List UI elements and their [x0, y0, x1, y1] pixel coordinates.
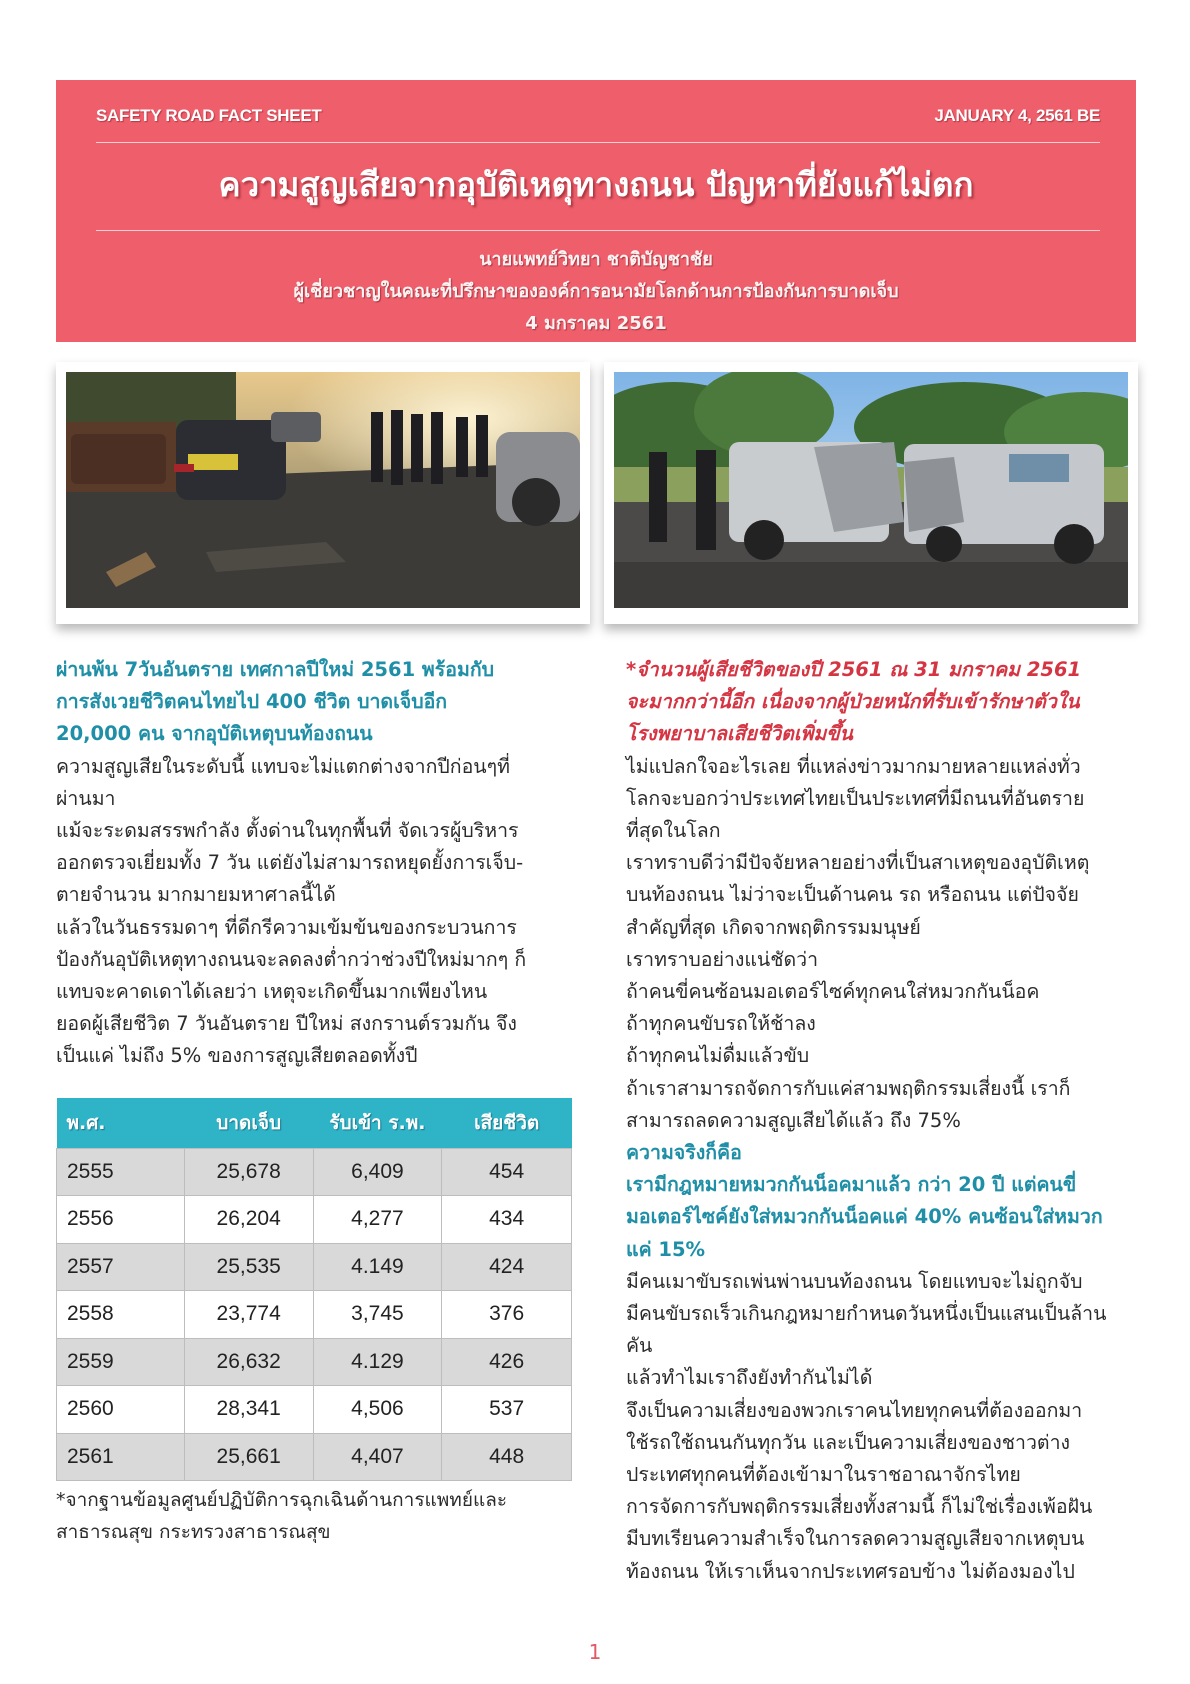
text-line: ยอดผู้เสียชีวิต 7 วันอันตราย ปีใหม่ สงกรานต์รวมกัน จึง [56, 1012, 517, 1036]
cell-year: 2560 [57, 1386, 185, 1434]
accident-photo-2 [604, 362, 1138, 624]
text-line: สำคัญที่สุด เกิดจากพฤติกรรมมนุษย์ [626, 915, 921, 939]
table-row [57, 1386, 572, 1434]
cell-admitted: 3,745 [313, 1291, 442, 1339]
text-line: บนท้องถนน ไม่ว่าจะเป็นด้านคน รถ หรือถนน แต่ปัจจัย [626, 883, 1079, 907]
right-column-lines [626, 654, 1146, 1588]
accident-photo-2-image [614, 372, 1128, 608]
accident-photo-1-image [66, 372, 580, 608]
cell-injured: 25,678 [184, 1148, 313, 1196]
text-line: เราทราบอย่างแน่ชัดว่า [626, 947, 819, 971]
header-deaths: เสียชีวิต [442, 1098, 572, 1148]
header-date-label: JANUARY 4, 2561 BE [934, 106, 1100, 125]
header-admitted: รับเข้า ร.พ. [313, 1098, 442, 1148]
footnote-line: สาธารณสุข กระทรวงสาธารณสุข [56, 1521, 331, 1543]
text-line: สามารถลดความสูญเสียได้แล้ว ถึง 75% [626, 1108, 961, 1132]
header-year: พ.ศ. [57, 1098, 185, 1148]
cell-admitted: 4.129 [313, 1338, 442, 1386]
fact-sheet-label: SAFETY ROAD FACT SHEET [96, 106, 322, 125]
text-line: โลกจะบอกว่าประเทศไทยเป็นประเทศที่มีถนนที่อันตราย [626, 786, 1085, 810]
cell-deaths: 376 [442, 1291, 572, 1339]
page-number: 1 [588, 1640, 602, 1664]
text-line: ไม่แปลกใจอะไรเลย ที่แหล่งข่าวมากมายหลายแหล่งทั่ว [626, 754, 1081, 778]
text-line: ท้องถนน ให้เราเห็นจากประเทศรอบข้าง ไม่ต้องมองไป [626, 1559, 1075, 1583]
table-row [57, 1148, 572, 1196]
cell-injured: 25,661 [184, 1433, 313, 1481]
cell-deaths: 434 [442, 1196, 572, 1244]
cell-admitted: 4.149 [313, 1243, 442, 1291]
text-line: แล้วในวันธรรมดาๆ ที่ดีกรีความเข้มข้นของกระบวนการ [56, 915, 517, 939]
text-line: ตายจำนวน มากมายมหาศาลนี้ได้ [56, 883, 336, 907]
left-column-lines [56, 654, 586, 1073]
cell-deaths: 426 [442, 1338, 572, 1386]
text-line: ที่สุดในโลก [626, 819, 721, 843]
table-header-row [57, 1098, 572, 1148]
page-title: ความสูญเสียจากอุบัติเหตุทางถนน ปัญหาที่ยังแก้ไม่ตก [218, 165, 974, 204]
cell-admitted: 4,277 [313, 1196, 442, 1244]
cell-injured: 23,774 [184, 1291, 313, 1339]
text-line: มีบทเรียนความสำเร็จในการลดความสูญเสียจากเหตุบน [626, 1527, 1085, 1551]
header-injured: บาดเจ็บ [184, 1098, 313, 1148]
table-row [57, 1433, 572, 1481]
text-line: มีคนขับรถเร็วเกินกฎหมายกำหนดวันหนึ่งเป็นแสนเป็นล้าน [626, 1302, 1107, 1326]
text-line: ประเทศทุกคนที่ต้องเข้ามาในราชอาณาจักรไทย [626, 1463, 1021, 1487]
text-line: แค่ 15% [626, 1237, 706, 1261]
text-line: ถ้าคนขี่คนซ้อนมอเตอร์ไซค์ทุกคนใส่หมวกกันน็อค [626, 980, 1040, 1004]
cell-admitted: 4,506 [313, 1386, 442, 1434]
author-position: ผู้เชี่ยวชาญในคณะที่ปรึกษาขององค์การอนามัยโลกด้านการป้องกันการบาดเจ็บ [293, 281, 899, 302]
text-line: แล้วทำไมเราถึงยังทำกันไม่ได้ [626, 1366, 873, 1390]
cell-injured: 28,341 [184, 1386, 313, 1434]
text-line: โรงพยาบาลเสียชีวิตเพิ่มขึ้น [626, 722, 853, 746]
footnote-line: *จากฐานข้อมูลศูนย์ปฏิบัติการฉุกเฉินด้านการแพทย์และ [56, 1489, 508, 1511]
cell-year: 2555 [57, 1148, 185, 1196]
text-line: ใช้รถใช้ถนนกันทุกวัน และเป็นความเสี่ยงของชาวต่าง [626, 1430, 1071, 1454]
text-line: จะมากกว่านี้อีก เนื่องจากผู้ป่วยหนักที่รับเข้ารักษาตัวใน [626, 690, 1080, 714]
text-line: แทบจะคาดเดาได้เลยว่า เหตุจะเกิดขึ้นมากเพียงไหน [56, 980, 488, 1004]
table-row [57, 1291, 572, 1339]
text-line: มอเตอร์ไซค์ยังใส่หมวกกันน็อคแค่ 40% คนซ้อนใส่หมวก [626, 1205, 1103, 1229]
text-line: *จำนวนผู้เสียชีวิตของปี 2561 ณ 31 มกราคม 2561 [626, 658, 1082, 681]
text-line: ถ้าเราสามารถจัดการกับแค่สามพฤติกรรมเสี่ยงนี้ เราก็ [626, 1076, 1071, 1100]
cell-year: 2559 [57, 1338, 185, 1386]
cell-year: 2557 [57, 1243, 185, 1291]
text-line: ออกตรวจเยี่ยมทั้ง 7 วัน แต่ยังไม่สามารถหยุดยั้งการเจ็บ- [56, 851, 524, 875]
text-line: เรามีกฎหมายหมวกกันน็อคมาแล้ว กว่า 20 ปี แต่คนขี่ [626, 1173, 1077, 1197]
table-row [57, 1196, 572, 1244]
text-line: ผ่านมา [56, 786, 116, 810]
text-line: เราทราบดีว่ามีปัจจัยหลายอย่างที่เป็นสาเหตุของอุบัติเหตุ [626, 851, 1090, 875]
text-line: ป้องกันอุบัติเหตุทางถนนจะลดลงต่ำกว่าช่วงปีใหม่มากๆ ก็ [56, 947, 527, 971]
cell-admitted: 4,407 [313, 1433, 442, 1481]
text-line: ถ้าทุกคนขับรถให้ช้าลง [626, 1012, 816, 1036]
cell-deaths: 448 [442, 1433, 572, 1481]
text-line: 20,000 คน จากอุบัติเหตุบนท้องถนน [56, 722, 373, 746]
cell-deaths: 454 [442, 1148, 572, 1196]
cell-year: 2556 [57, 1196, 185, 1244]
text-line: การจัดการกับพฤติกรรมเสี่ยงทั้งสามนี้ ก็ไม่ใช่เรื่องเพ้อฝัน [626, 1495, 1093, 1519]
cell-admitted: 6,409 [313, 1148, 442, 1196]
left-column-text [56, 654, 586, 1073]
text-line: จึงเป็นความเสี่ยงของพวกเราคนไทยทุกคนที่ต้องออกมา [626, 1398, 1083, 1422]
accident-photo-1 [56, 362, 590, 624]
header-divider [96, 230, 1100, 231]
cell-deaths: 424 [442, 1243, 572, 1291]
header-banner [56, 80, 1136, 342]
cell-year: 2558 [57, 1291, 185, 1339]
casualty-table [56, 1098, 572, 1481]
text-line: ความจริงก็คือ [626, 1141, 742, 1165]
header-top-row [96, 102, 1100, 130]
text-line: แม้จะระดมสรรพกำลัง ตั้งด่านในทุกพื้นที่ จัดเวรผู้บริหาร [56, 819, 519, 843]
table-row [57, 1338, 572, 1386]
text-line: ผ่านพ้น 7วันอันตราย เทศกาลปีใหม่ 2561 พร้อมกับ [56, 658, 495, 681]
text-line: ความสูญเสียในระดับนี้ แทบจะไม่แตกต่างจากปีก่อนๆที่ [56, 754, 510, 778]
cell-injured: 25,535 [184, 1243, 313, 1291]
cell-year: 2561 [57, 1433, 185, 1481]
text-line: ถ้าทุกคนไม่ดื่มแล้วขับ [626, 1044, 810, 1068]
author-name: นายแพทย์วิทยา ชาติบัญชาชัย [479, 249, 713, 270]
header-divider [96, 142, 1100, 143]
cell-injured: 26,632 [184, 1338, 313, 1386]
cell-injured: 26,204 [184, 1196, 313, 1244]
table-footnote [56, 1484, 586, 1548]
table-row [57, 1243, 572, 1291]
right-column-text [626, 654, 1146, 1588]
text-line: มีคนเมาขับรถเพ่นพ่านบนท้องถนน โดยแทบจะไม่ถูกจับ [626, 1269, 1083, 1293]
publication-date: 4 มกราคม 2561 [525, 313, 667, 334]
text-line: การสังเวยชีวิตคนไทยไป 400 ชีวิต บาดเจ็บอีก [56, 690, 448, 714]
cell-deaths: 537 [442, 1386, 572, 1434]
text-line: เป็นแค่ ไม่ถึง 5% ของการสูญเสียตลอดทั้งปี [56, 1044, 418, 1068]
text-line: คัน [626, 1334, 653, 1358]
